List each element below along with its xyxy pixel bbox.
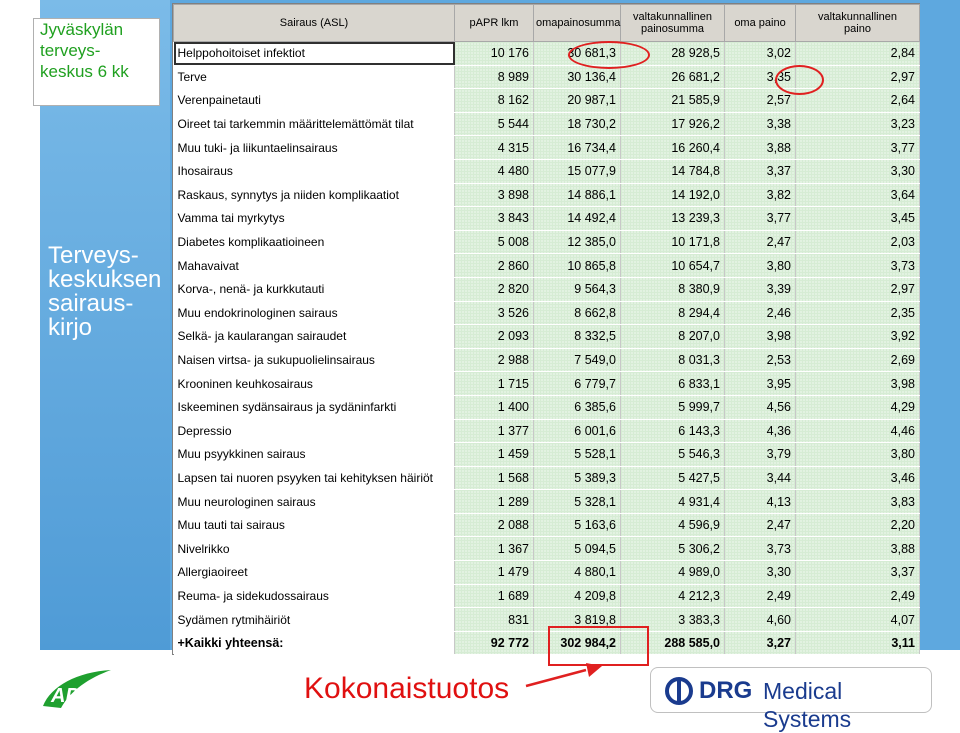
table-header-row	[174, 5, 920, 42]
valtakunnallinen-paino-cell: 3,64	[796, 183, 920, 207]
sairaus-cell: Iskeeminen sydänsairaus ja sydäninfarkti	[174, 395, 455, 419]
location-title-box	[33, 18, 160, 106]
header-oma-paino[interactable]: oma paino	[725, 5, 796, 42]
oma-paino-cell: 3,38	[725, 112, 796, 136]
title-line-3: keskus 6 kk	[40, 62, 129, 81]
sairaus-cell: Selkä- ja kaularangan sairaudet	[174, 325, 455, 349]
oma-paino-cell: 2,47	[725, 513, 796, 537]
papr-lkm-cell: 1 568	[455, 466, 534, 490]
papr-lkm-cell: 1 377	[455, 419, 534, 443]
table-row[interactable]	[174, 301, 920, 325]
data-table	[173, 4, 920, 655]
sairaus-cell: Muu tauti tai sairaus	[174, 513, 455, 537]
valtakunnallinen-paino-cell: 3,88	[796, 537, 920, 561]
valtakunnallinen-painosumma-cell: 10 171,8	[621, 230, 725, 254]
table-row[interactable]	[174, 372, 920, 396]
valtakunnallinen-painosumma-cell: 16 260,4	[621, 136, 725, 160]
table-row[interactable]	[174, 136, 920, 160]
omapainosumma-cell: 3 819,8	[534, 608, 621, 632]
valtakunnallinen-painosumma-cell: 6 833,1	[621, 372, 725, 396]
papr-lkm-cell: 1 715	[455, 372, 534, 396]
papr-lkm-cell: 1 289	[455, 490, 534, 514]
valtakunnallinen-paino-cell: 2,35	[796, 301, 920, 325]
valtakunnallinen-painosumma-cell: 10 654,7	[621, 254, 725, 278]
oma-paino-cell: 3,37	[725, 159, 796, 183]
omapainosumma-cell: 20 987,1	[534, 89, 621, 113]
omapainosumma-cell: 6 779,7	[534, 372, 621, 396]
papr-lkm-cell: 10 176	[455, 42, 534, 66]
valtakunnallinen-painosumma-cell: 6 143,3	[621, 419, 725, 443]
sairaus-cell: Ihosairaus	[174, 159, 455, 183]
omapainosumma-cell: 5 328,1	[534, 490, 621, 514]
oma-paino-cell: 3,35	[725, 65, 796, 89]
valtakunnallinen-painosumma-cell: 5 306,2	[621, 537, 725, 561]
omapainosumma-cell: 7 549,0	[534, 348, 621, 372]
sairaus-cell: Lapsen tai nuoren psyyken tai kehityksen häiriöt	[174, 466, 455, 490]
table-row[interactable]	[174, 207, 920, 231]
oma-paino-cell: 4,13	[725, 490, 796, 514]
sairaus-cell: Depressio	[174, 419, 455, 443]
table-row[interactable]	[174, 348, 920, 372]
sairaus-cell: Korva-, nenä- ja kurkkutauti	[174, 277, 455, 301]
sairaus-cell: Raskaus, synnytys ja niiden komplikaatiot	[174, 183, 455, 207]
papr-lkm-cell: 2 820	[455, 277, 534, 301]
table-row[interactable]	[174, 42, 920, 66]
table-row[interactable]	[174, 395, 920, 419]
oma-paino-cell: 3,02	[725, 42, 796, 66]
valtakunnallinen-paino-cell: 4,07	[796, 608, 920, 632]
oma-paino-cell: 2,47	[725, 230, 796, 254]
oma-paino-cell: 3,88	[725, 136, 796, 160]
oma-paino-cell: 3,30	[725, 561, 796, 585]
valtakunnallinen-painosumma-cell: 14 784,8	[621, 159, 725, 183]
valtakunnallinen-paino-cell: 3,46	[796, 466, 920, 490]
valtakunnallinen-paino-cell: 3,98	[796, 372, 920, 396]
valtakunnallinen-painosumma-cell: 4 596,9	[621, 513, 725, 537]
valtakunnallinen-paino-cell: 4,46	[796, 419, 920, 443]
sairaus-cell: Muu psyykkinen sairaus	[174, 443, 455, 467]
header-sairaus[interactable]: Sairaus (ASL)	[174, 5, 455, 42]
oma-paino-cell: 3,73	[725, 537, 796, 561]
table-row[interactable]	[174, 112, 920, 136]
valtakunnallinen-painosumma-cell: 17 926,2	[621, 112, 725, 136]
highlight-circle-oma-paino	[775, 65, 824, 95]
header-valtakunnallinen-painosumma[interactable]: valtakunnallinen painosumma	[621, 5, 725, 42]
oma-paino-cell: 3,79	[725, 443, 796, 467]
omapainosumma-cell: 5 389,3	[534, 466, 621, 490]
header-papr-lkm[interactable]: pAPR lkm	[455, 5, 534, 42]
omapainosumma-cell: 16 734,4	[534, 136, 621, 160]
papr-lkm-cell: 8 989	[455, 65, 534, 89]
valtakunnallinen-paino-cell: 3,83	[796, 490, 920, 514]
omapainosumma-cell: 6 385,6	[534, 395, 621, 419]
valtakunnallinen-paino-cell: 3,77	[796, 136, 920, 160]
papr-lkm-cell: 3 843	[455, 207, 534, 231]
valtakunnallinen-paino-cell: 3,92	[796, 325, 920, 349]
valtakunnallinen-painosumma-cell: 3 383,3	[621, 608, 725, 632]
drg-logo-bold: DRG	[699, 677, 753, 704]
omapainosumma-cell: 4 880,1	[534, 561, 621, 585]
table-row[interactable]	[174, 419, 920, 443]
sairaus-cell: Sydämen rytmihäiriöt	[174, 608, 455, 632]
papr-lkm-cell: 5 008	[455, 230, 534, 254]
oma-paino-cell: 3,80	[725, 254, 796, 278]
table-row[interactable]	[174, 159, 920, 183]
oma-paino-cell: 3,44	[725, 466, 796, 490]
papr-lkm-cell: 831	[455, 608, 534, 632]
highlight-circle-omapainosumma	[568, 41, 650, 69]
valtakunnallinen-paino-cell: 2,97	[796, 65, 920, 89]
omapainosumma-cell: 14 492,4	[534, 207, 621, 231]
valtakunnallinen-paino-cell: 2,97	[796, 277, 920, 301]
valtakunnallinen-painosumma-cell: 28 928,5	[621, 42, 725, 66]
omapainosumma-cell: 12 385,0	[534, 230, 621, 254]
table-row[interactable]	[174, 277, 920, 301]
sairaus-cell: Helppohoitoiset infektiot	[174, 42, 455, 66]
heading-line-1: Terveys-	[48, 242, 139, 269]
valtakunnallinen-painosumma-cell: 8 380,9	[621, 277, 725, 301]
valtakunnallinen-paino-cell: 2,64	[796, 89, 920, 113]
valtakunnallinen-paino-cell: 3,23	[796, 112, 920, 136]
oma-paino-cell: 2,49	[725, 584, 796, 608]
table-row[interactable]	[174, 584, 920, 608]
valtakunnallinen-painosumma-cell: 8 031,3	[621, 348, 725, 372]
apr-logo	[37, 666, 117, 712]
papr-lkm-cell: 1 367	[455, 537, 534, 561]
valtakunnallinen-painosumma-cell: 14 192,0	[621, 183, 725, 207]
valtakunnallinen-painosumma-cell: 13 239,3	[621, 207, 725, 231]
table-row[interactable]	[174, 561, 920, 585]
omapainosumma-cell: 5 528,1	[534, 443, 621, 467]
valtakunnallinen-painosumma-cell: 288 585,0	[621, 631, 725, 655]
header-omapainosumma[interactable]: omapainosumma	[534, 5, 621, 42]
valtakunnallinen-painosumma-cell: 4 212,3	[621, 584, 725, 608]
valtakunnallinen-painosumma-cell: 5 546,3	[621, 443, 725, 467]
valtakunnallinen-paino-cell: 3,80	[796, 443, 920, 467]
sairaus-cell: Diabetes komplikaatioineen	[174, 230, 455, 254]
title-line-1: Jyväskylän	[40, 20, 124, 39]
oma-paino-cell: 3,39	[725, 277, 796, 301]
sairaus-cell: Nivelrikko	[174, 537, 455, 561]
sairaus-cell: Terve	[174, 65, 455, 89]
heading-line-3: sairaus-	[48, 290, 134, 317]
table-row[interactable]	[174, 490, 920, 514]
oma-paino-cell: 3,77	[725, 207, 796, 231]
papr-lkm-cell: 2 860	[455, 254, 534, 278]
valtakunnallinen-paino-cell: 3,73	[796, 254, 920, 278]
papr-lkm-cell: 5 544	[455, 112, 534, 136]
oma-paino-cell: 4,60	[725, 608, 796, 632]
table-row[interactable]	[174, 254, 920, 278]
valtakunnallinen-painosumma-cell: 4 989,0	[621, 561, 725, 585]
table-row[interactable]	[174, 513, 920, 537]
omapainosumma-cell: 6 001,6	[534, 419, 621, 443]
table-row[interactable]	[174, 608, 920, 632]
valtakunnallinen-paino-cell: 2,84	[796, 42, 920, 66]
valtakunnallinen-paino-cell: 2,69	[796, 348, 920, 372]
oma-paino-cell: 4,36	[725, 419, 796, 443]
valtakunnallinen-paino-cell: 4,29	[796, 395, 920, 419]
omapainosumma-cell: 30 136,4	[534, 65, 621, 89]
valtakunnallinen-painosumma-cell: 26 681,2	[621, 65, 725, 89]
valtakunnallinen-painosumma-cell: 8 207,0	[621, 325, 725, 349]
omapainosumma-cell: 30 681,3	[534, 42, 621, 66]
table-row[interactable]	[174, 443, 920, 467]
table-row[interactable]	[174, 230, 920, 254]
omapainosumma-cell: 8 332,5	[534, 325, 621, 349]
omapainosumma-cell: 302 984,2	[534, 631, 621, 655]
annotation-arrow	[520, 640, 610, 690]
valtakunnallinen-paino-cell: 3,37	[796, 561, 920, 585]
papr-lkm-cell: 2 088	[455, 513, 534, 537]
oma-paino-cell: 2,53	[725, 348, 796, 372]
sairaus-cell: Verenpainetauti	[174, 89, 455, 113]
valtakunnallinen-paino-cell: 2,03	[796, 230, 920, 254]
header-valtakunnallinen-paino[interactable]: valtakunnallinen paino	[796, 5, 920, 42]
sairaus-cell: Mahavaivat	[174, 254, 455, 278]
sairaus-cell: Oireet tai tarkemmin määrittelemättömät tilat	[174, 112, 455, 136]
heading-line-4: kirjo	[48, 314, 93, 341]
table-body	[174, 42, 920, 655]
apr-logo-text: APR	[51, 685, 94, 707]
omapainosumma-cell: 14 886,1	[534, 183, 621, 207]
omapainosumma-cell: 4 209,8	[534, 584, 621, 608]
valtakunnallinen-paino-cell: 3,30	[796, 159, 920, 183]
papr-lkm-cell: 1 400	[455, 395, 534, 419]
papr-lkm-cell: 1 459	[455, 443, 534, 467]
sairaus-cell: Naisen virtsa- ja sukupuolielinsairaus	[174, 348, 455, 372]
valtakunnallinen-painosumma-cell: 5 999,7	[621, 395, 725, 419]
papr-lkm-cell: 1 689	[455, 584, 534, 608]
papr-lkm-cell: 8 162	[455, 89, 534, 113]
drg-emblem-icon	[665, 677, 693, 705]
sairaus-cell: Krooninen keuhkosairaus	[174, 372, 455, 396]
omapainosumma-cell: 10 865,8	[534, 254, 621, 278]
valtakunnallinen-painosumma-cell: 21 585,9	[621, 89, 725, 113]
slide-heading	[48, 244, 161, 340]
valtakunnallinen-paino-cell: 3,45	[796, 207, 920, 231]
table-row[interactable]	[174, 325, 920, 349]
papr-lkm-cell: 2 988	[455, 348, 534, 372]
papr-lkm-cell: 92 772	[455, 631, 534, 655]
heading-line-2: keskuksen	[48, 266, 162, 293]
valtakunnallinen-painosumma-cell: 5 427,5	[621, 466, 725, 490]
table-row[interactable]	[174, 183, 920, 207]
omapainosumma-cell: 5 094,5	[534, 537, 621, 561]
table-row[interactable]	[174, 537, 920, 561]
oma-paino-cell: 3,27	[725, 631, 796, 655]
disease-table	[172, 3, 920, 655]
papr-lkm-cell: 4 480	[455, 159, 534, 183]
oma-paino-cell: 2,57	[725, 89, 796, 113]
sairaus-cell: Muu tuki- ja liikuntaelinsairaus	[174, 136, 455, 160]
omapainosumma-cell: 15 077,9	[534, 159, 621, 183]
papr-lkm-cell: 1 479	[455, 561, 534, 585]
papr-lkm-cell: 3 526	[455, 301, 534, 325]
sairaus-cell: Muu neurologinen sairaus	[174, 490, 455, 514]
sairaus-cell: Muu endokrinologinen sairaus	[174, 301, 455, 325]
drg-logo-text: Medical Systems	[763, 678, 852, 732]
valtakunnallinen-paino-cell: 2,49	[796, 584, 920, 608]
drg-medical-systems-logo	[650, 667, 932, 732]
omapainosumma-cell: 18 730,2	[534, 112, 621, 136]
omapainosumma-cell: 8 662,8	[534, 301, 621, 325]
sairaus-cell: +Kaikki yhteensä:	[174, 631, 455, 655]
oma-paino-cell: 2,46	[725, 301, 796, 325]
valtakunnallinen-painosumma-cell: 8 294,4	[621, 301, 725, 325]
papr-lkm-cell: 4 315	[455, 136, 534, 160]
valtakunnallinen-paino-cell: 2,20	[796, 513, 920, 537]
papr-lkm-cell: 2 093	[455, 325, 534, 349]
omapainosumma-cell: 9 564,3	[534, 277, 621, 301]
annotation-label: Kokonaistuotos	[304, 672, 510, 705]
sairaus-cell: Reuma- ja sidekudossairaus	[174, 584, 455, 608]
title-line-2: terveys-	[40, 41, 101, 60]
oma-paino-cell: 3,82	[725, 183, 796, 207]
valtakunnallinen-painosumma-cell: 4 931,4	[621, 490, 725, 514]
sairaus-cell: Vamma tai myrkytys	[174, 207, 455, 231]
papr-lkm-cell: 3 898	[455, 183, 534, 207]
omapainosumma-cell: 5 163,6	[534, 513, 621, 537]
sairaus-cell: Allergiaoireet	[174, 561, 455, 585]
oma-paino-cell: 3,95	[725, 372, 796, 396]
oma-paino-cell: 4,56	[725, 395, 796, 419]
oma-paino-cell: 3,98	[725, 325, 796, 349]
table-row[interactable]	[174, 466, 920, 490]
valtakunnallinen-paino-cell: 3,11	[796, 631, 920, 655]
